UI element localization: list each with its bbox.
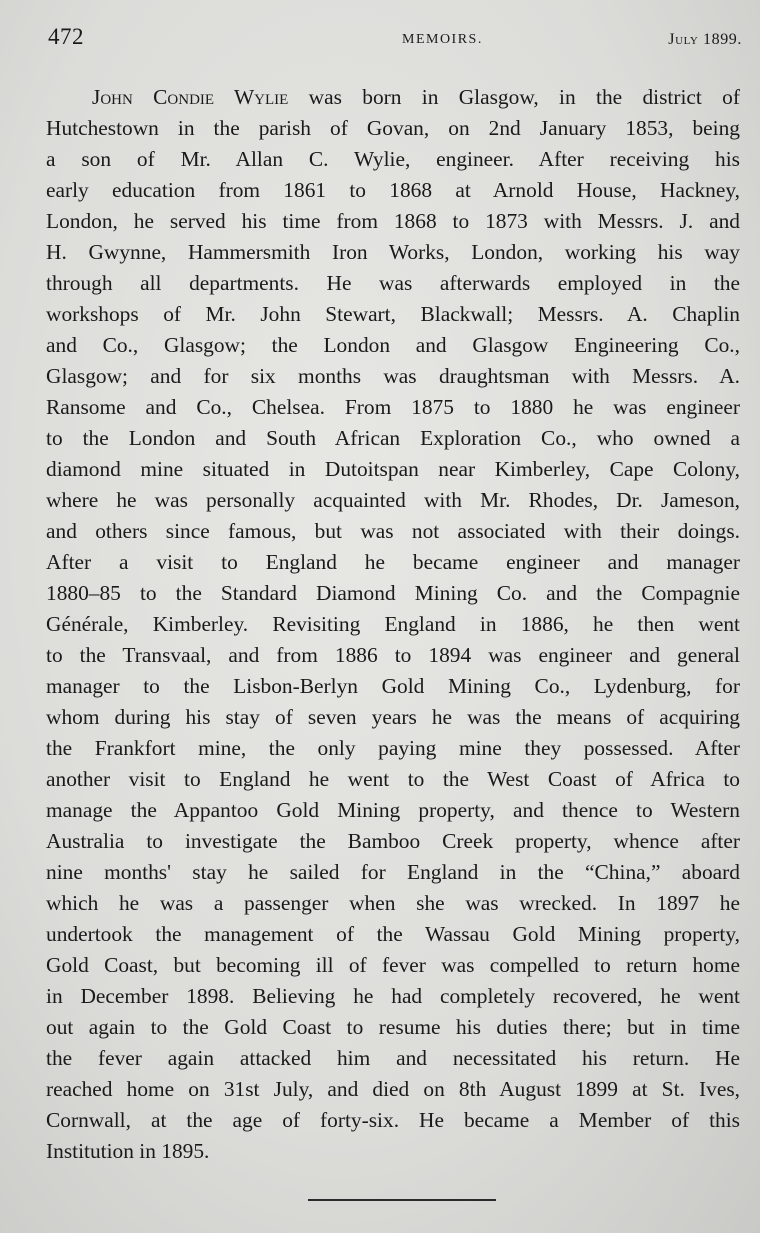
memoir-line: manage the Appantoo Gold Mining property, and thence to Western bbox=[46, 798, 740, 822]
memoir-line: Glasgow; and for six months was draughtsman with Messrs. A. bbox=[46, 364, 740, 388]
memoir-line: whom during his stay of seven years he was the means of acquiring bbox=[46, 705, 740, 729]
memoir-line: After a visit to England he became engineer and manager bbox=[46, 550, 740, 574]
section-divider-rule bbox=[308, 1199, 496, 1201]
memoir-line: John Condie Wylie was born in Glasgow, in the district of bbox=[92, 85, 740, 109]
memoir-line: the Frankfort mine, the only paying mine they possessed. After bbox=[46, 736, 740, 760]
memoir-line: undertook the management of the Wassau Gold Mining property, bbox=[46, 922, 740, 946]
memoir-line: through all departments. He was afterwards employed in the bbox=[46, 271, 740, 295]
memoir-line: and others since famous, but was not associated with their doings. bbox=[46, 519, 740, 543]
running-title: MEMOIRS. bbox=[402, 32, 483, 47]
memoir-line: Australia to investigate the Bamboo Creek property, whence after bbox=[46, 829, 740, 853]
memoir-line: London, he served his time from 1868 to 1873 with Messrs. J. and bbox=[46, 209, 740, 233]
memoir-line: workshops of Mr. John Stewart, Blackwall; Messrs. A. Chaplin bbox=[46, 302, 740, 326]
memoir-line: Ransome and Co., Chelsea. From 1875 to 1880 he was engineer bbox=[46, 395, 740, 419]
memoir-line: nine months' stay he sailed for England in the “China,” aboard bbox=[46, 860, 740, 884]
memoir-line: early education from 1861 to 1868 at Arnold House, Hackney, bbox=[46, 178, 740, 202]
memoir-line: to the London and South African Exploration Co., who owned a bbox=[46, 426, 740, 450]
memoir-line: Hutchestown in the parish of Govan, on 2nd January 1853, being bbox=[46, 116, 740, 140]
memoir-line: H. Gwynne, Hammersmith Iron Works, London, working his way bbox=[46, 240, 740, 264]
page-header bbox=[48, 24, 742, 56]
memoir-line: another visit to England he went to the West Coast of Africa to bbox=[46, 767, 740, 791]
memoir-line: which he was a passenger when she was wrecked. In 1897 he bbox=[46, 891, 740, 915]
memoir-line: in December 1898. Believing he had completely recovered, he went bbox=[46, 984, 740, 1008]
memoir-line: a son of Mr. Allan C. Wylie, engineer. After receiving his bbox=[46, 147, 740, 171]
memoir-line: and Co., Glasgow; the London and Glasgow Engineering Co., bbox=[46, 333, 740, 357]
memoir-line: to the Transvaal, and from 1886 to 1894 was engineer and general bbox=[46, 643, 740, 667]
memoir-line: Cornwall, at the age of forty-six. He became a Member of this bbox=[46, 1108, 740, 1132]
memoir-paragraph bbox=[46, 82, 740, 1167]
memoir-line: reached home on 31st July, and died on 8th August 1899 at St. Ives, bbox=[46, 1077, 740, 1101]
memoir-line: 1880–85 to the Standard Diamond Mining Co. and the Compagnie bbox=[46, 581, 740, 605]
memoir-line: Institution in 1895. bbox=[46, 1139, 210, 1163]
memoir-line: where he was personally acquainted with Mr. Rhodes, Dr. Jameson, bbox=[46, 488, 740, 512]
running-date: July 1899. bbox=[668, 31, 742, 48]
memoir-line: Gold Coast, but becoming ill of fever was compelled to return home bbox=[46, 953, 740, 977]
memoir-line: manager to the Lisbon-Berlyn Gold Mining Co., Lydenburg, for bbox=[46, 674, 740, 698]
memoir-line: Générale, Kimberley. Revisiting England in 1886, he then went bbox=[46, 612, 740, 636]
page-number: 472 bbox=[48, 24, 84, 49]
memoir-subject-name: John Condie Wylie bbox=[92, 85, 289, 109]
memoir-line: the fever again attacked him and necessitated his return. He bbox=[46, 1046, 740, 1070]
memoir-line: out again to the Gold Coast to resume his duties there; but in time bbox=[46, 1015, 740, 1039]
memoir-line: diamond mine situated in Dutoitspan near Kimberley, Cape Colony, bbox=[46, 457, 740, 481]
